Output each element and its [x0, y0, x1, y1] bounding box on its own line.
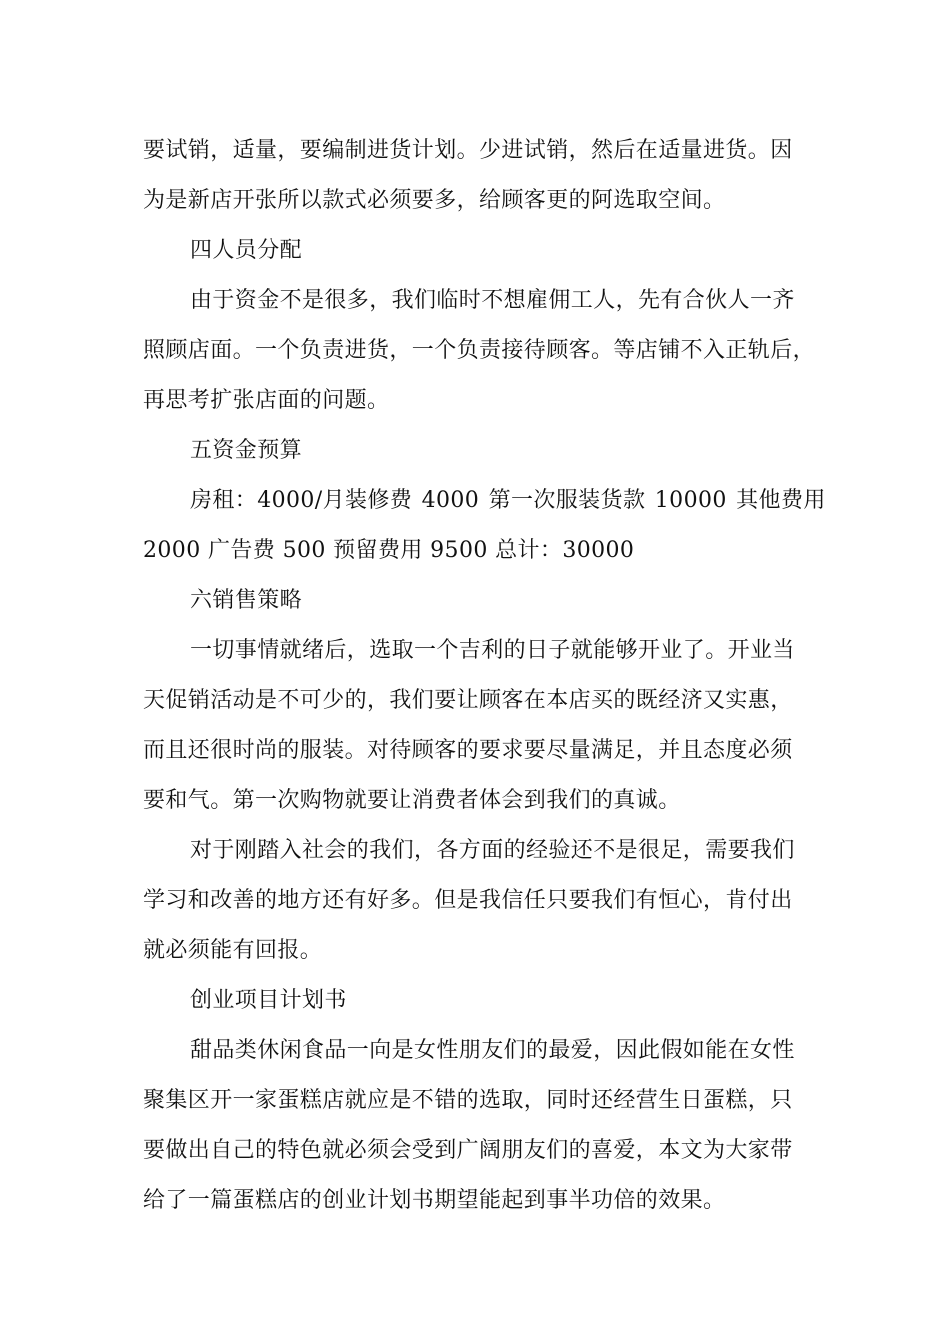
section-heading-text: 创业项目计划书 — [190, 988, 347, 1013]
text-line-content: 给了一篇蛋糕店的创业计划书期望能起到事半功倍的效果。 — [143, 1188, 726, 1213]
text-line-content: 房租：4000/月装修费 4000 第一次服装货款 10000 其他费用 — [190, 488, 826, 513]
text-line-content: 由于资金不是很多，我们临时不想雇佣工人，先有合伙人一齐 — [190, 288, 795, 313]
text-line-content: 2000 广告费 500 预留费用 9500 总计：30000 — [143, 538, 635, 563]
section-heading-text: 六销售策略 — [190, 588, 303, 613]
text-line-content: 而且还很时尚的服装。对待顾客的要求要尽量满足，并且态度必须 — [143, 738, 793, 763]
text-line-content: 天促销活动是不可少的，我们要让顾客在本店买的既经济又实惠， — [143, 688, 793, 713]
section-heading-text: 四人员分配 — [190, 238, 303, 263]
section-heading-text: 五资金预算 — [190, 438, 303, 463]
text-line-content: 学习和改善的地方还有好多。但是我信任只要我们有恒心，肯付出 — [143, 888, 793, 913]
text-line-content: 要做出自己的特色就必须会受到广阔朋友们的喜爱，本文为大家带 — [143, 1138, 793, 1163]
text-line-content: 要和气。第一次购物就要让消费者体会到我们的真诚。 — [143, 788, 681, 813]
text-line-content: 照顾店面。一个负责进货，一个负责接待顾客。等店铺不入正轨后， — [143, 338, 816, 363]
text-line-content: 再思考扩张店面的问题。 — [143, 388, 390, 413]
text-line-content: 聚集区开一家蛋糕店就应是不错的选取，同时还经营生日蛋糕，只 — [143, 1088, 793, 1113]
text-line-content: 为是新店开张所以款式必须要多，给顾客更的阿选取空间。 — [143, 188, 726, 213]
text-line-content: 对于刚踏入社会的我们，各方面的经验还不是很足，需要我们 — [190, 838, 795, 863]
text-line-content: 要试销，适量，要编制进货计划。少进试销，然后在适量进货。因 — [143, 138, 793, 163]
text-line-content: 甜品类休闲食品一向是女性朋友们的最爱，因此假如能在女性 — [190, 1038, 795, 1063]
text-line-content: 就必须能有回报。 — [143, 938, 323, 963]
text-line-content: 一切事情就绪后，选取一个吉利的日子就能够开业了。开业当 — [190, 638, 795, 663]
